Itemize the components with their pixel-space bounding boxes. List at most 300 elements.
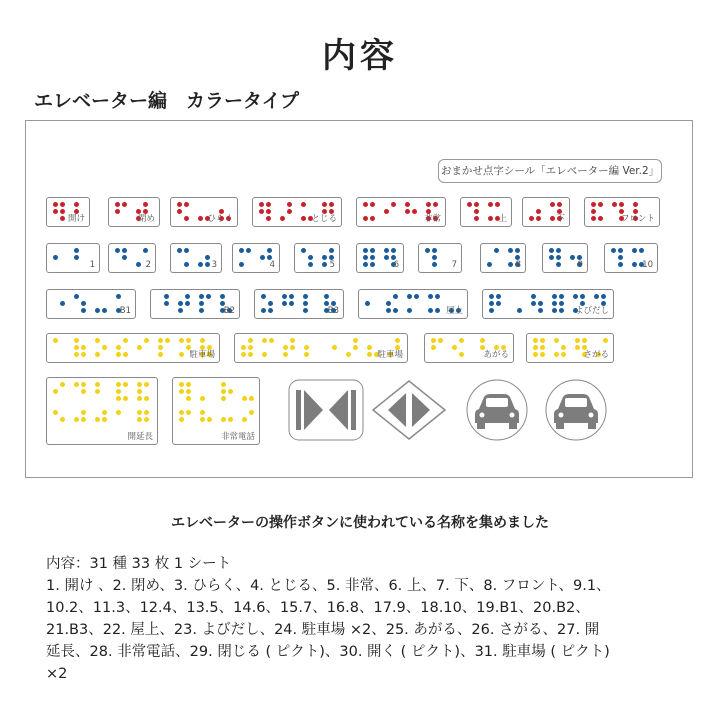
braille-dot (290, 338, 295, 343)
braille-dot (556, 248, 561, 253)
braille-dot (248, 345, 253, 350)
braille-dot (346, 352, 351, 357)
braille-sticker (170, 197, 238, 227)
braille-dot (158, 338, 163, 343)
braille-dot (95, 389, 100, 394)
braille-dot (393, 308, 398, 313)
braille-sticker (46, 197, 90, 227)
braille-dot (554, 352, 559, 357)
braille-dot (639, 248, 644, 253)
braille-dot (198, 262, 203, 267)
braille-dot (435, 294, 440, 299)
page-title: 内容 (322, 36, 398, 76)
braille-dot (322, 255, 327, 260)
open-doors-icon (371, 379, 447, 441)
sticker-sheet (25, 120, 693, 478)
braille-dot (573, 294, 578, 299)
braille-dot (618, 255, 623, 260)
braille-dot (144, 396, 149, 401)
braille-dot (248, 338, 253, 343)
braille-dot (438, 338, 443, 343)
sticker-label: 4 (269, 260, 275, 270)
braille-dot (262, 338, 267, 343)
braille-dot (60, 301, 65, 306)
sticker-label: 5 (329, 260, 335, 270)
braille-dot (261, 308, 266, 313)
braille-dot (283, 345, 288, 350)
braille-dot (601, 294, 606, 299)
braille-dot (184, 262, 189, 267)
braille-dot (496, 294, 501, 299)
braille-dot (412, 209, 417, 214)
braille-dot (301, 216, 306, 221)
braille-dot (540, 352, 545, 357)
braille-dot (301, 202, 306, 207)
braille-dot (467, 202, 472, 207)
braille-dot (228, 417, 233, 422)
braille-dot (116, 396, 121, 401)
braille-dot (136, 262, 141, 267)
braille-dot (81, 352, 86, 357)
braille-dot (60, 216, 65, 221)
braille-dot (363, 255, 368, 260)
braille-dot (248, 352, 253, 357)
braille-dot (186, 382, 191, 387)
braille-dot (301, 248, 306, 253)
braille-dot (60, 209, 65, 214)
braille-dot (559, 308, 564, 313)
braille-dot (268, 301, 273, 306)
braille-dot (95, 417, 100, 422)
braille-dot (144, 338, 149, 343)
braille-dot (426, 202, 431, 207)
braille-dot (261, 294, 266, 299)
braille-dot (489, 301, 494, 306)
braille-dot (186, 338, 191, 343)
sticker-label: さがる (583, 350, 609, 360)
sticker-label: B1 (119, 306, 131, 316)
braille-dot (239, 262, 244, 267)
braille-dot (102, 417, 107, 422)
braille-sticker (482, 289, 614, 319)
braille-dot (618, 262, 623, 267)
braille-dot (137, 389, 142, 394)
braille-dot (303, 294, 308, 299)
braille-dot (115, 248, 120, 253)
braille-dot (612, 202, 617, 207)
braille-dot (405, 209, 410, 214)
braille-dot (122, 202, 127, 207)
braille-dot (303, 308, 308, 313)
braille-dot (185, 301, 190, 306)
braille-dot (494, 248, 499, 253)
braille-dot (329, 202, 334, 207)
braille-dot (591, 209, 596, 214)
braille-dot (540, 345, 545, 350)
braille-dot (529, 216, 534, 221)
braille-dot (81, 301, 86, 306)
braille-dot (283, 352, 288, 357)
braille-dot (177, 248, 182, 253)
braille-dot (95, 352, 100, 357)
braille-dot (531, 301, 536, 306)
braille-dot (123, 382, 128, 387)
braille-sticker (418, 243, 462, 273)
braille-dot (259, 202, 264, 207)
braille-dot (81, 382, 86, 387)
braille-sticker (46, 333, 220, 363)
braille-dot (53, 338, 58, 343)
braille-dot (488, 216, 493, 221)
sticker-label: 駐車場 (189, 350, 215, 360)
braille-dot (282, 301, 287, 306)
braille-dot (184, 202, 189, 207)
braille-dot (414, 294, 419, 299)
braille-dot (538, 301, 543, 306)
braille-dot (198, 216, 203, 221)
braille-dot (632, 248, 637, 253)
sticker-label: 屋上 (445, 306, 463, 316)
braille-dot (517, 308, 522, 313)
braille-dot (322, 202, 327, 207)
braille-dot (329, 248, 334, 253)
braille-dot (407, 308, 412, 313)
braille-dot (53, 209, 58, 214)
braille-dot (74, 345, 79, 350)
contents-text (46, 553, 686, 685)
braille-dot (536, 216, 541, 221)
braille-dot (367, 352, 372, 357)
braille-dot (487, 262, 492, 267)
braille-dot (179, 410, 184, 415)
braille-dot (432, 262, 437, 267)
braille-dot (280, 216, 285, 221)
sticker-label: よびだし (574, 306, 609, 316)
braille-dot (221, 417, 226, 422)
braille-dot (178, 301, 183, 306)
braille-dot (370, 202, 375, 207)
braille-dot (74, 255, 79, 260)
braille-dot (269, 338, 274, 343)
braille-sticker (356, 243, 404, 273)
braille-dot (556, 255, 561, 260)
braille-dot (324, 294, 329, 299)
braille-dot (60, 417, 65, 422)
braille-dot (561, 345, 566, 350)
braille-dot (304, 352, 309, 357)
braille-dot (74, 382, 79, 387)
braille-dot (474, 216, 479, 221)
braille-dot (322, 262, 327, 267)
braille-dot (287, 202, 292, 207)
braille-dot (459, 352, 464, 357)
braille-dot (332, 345, 337, 350)
braille-dot (221, 382, 226, 387)
braille-dot (554, 338, 559, 343)
braille-dot (102, 308, 107, 313)
braille-dot (384, 248, 389, 253)
contents-line: 1. 開け 、2. 閉め、3. ひらく、4. とじる、5. 非常、6. 上、7. 下、8. フロント、9.1、 (46, 578, 611, 594)
braille-dot (266, 216, 271, 221)
braille-dot (179, 382, 184, 387)
close-doors-icon (288, 379, 364, 441)
braille-dot (122, 255, 127, 260)
braille-dot (53, 202, 58, 207)
braille-dot (200, 396, 205, 401)
contents-line: 延長、28. 非常電話、29. 閉じる ( ピクト)、30. 開く ( ピクト)、31. 駐車場 ( ピクト) (46, 644, 610, 660)
braille-dot (266, 202, 271, 207)
braille-dot (95, 308, 100, 313)
braille-dot (290, 345, 295, 350)
braille-sticker (542, 243, 588, 273)
braille-dot (95, 338, 100, 343)
sticker-label: 7 (451, 260, 457, 270)
description-caption: エレベーターの操作ボタンに使われている名称を集めました (171, 515, 549, 531)
braille-dot (207, 417, 212, 422)
braille-dot (74, 352, 79, 357)
braille-dot (582, 338, 587, 343)
braille-dot (186, 389, 191, 394)
braille-dot (74, 338, 79, 343)
braille-sticker (150, 289, 240, 319)
braille-dot (282, 294, 287, 299)
braille-dot (60, 202, 65, 207)
braille-dot (144, 382, 149, 387)
braille-dot (289, 294, 294, 299)
sheet-label: おまかせ点字シール「エレベーター編 Ver.2」 (438, 159, 662, 183)
braille-dot (435, 308, 440, 313)
braille-dot (552, 301, 557, 306)
braille-dot (405, 202, 410, 207)
braille-dot (386, 308, 391, 313)
braille-dot (611, 248, 616, 253)
braille-dot (367, 345, 372, 350)
braille-sticker (252, 197, 342, 227)
sticker-label: とじる (311, 214, 337, 224)
braille-dot (116, 345, 121, 350)
braille-dot (370, 262, 375, 267)
braille-dot (591, 216, 596, 221)
braille-sticker (232, 243, 280, 273)
braille-dot (81, 345, 86, 350)
sticker-label: 8 (515, 260, 521, 270)
braille-dot (489, 308, 494, 313)
braille-dot (452, 345, 457, 350)
braille-dot (384, 255, 389, 260)
braille-dot (425, 248, 430, 253)
braille-dot (431, 338, 436, 343)
braille-dot (488, 202, 493, 207)
braille-dot (508, 262, 513, 267)
braille-dot (239, 248, 244, 253)
braille-sticker (294, 243, 340, 273)
braille-dot (220, 294, 225, 299)
braille-dot (177, 209, 182, 214)
braille-dot (370, 216, 375, 221)
braille-dot (594, 294, 599, 299)
braille-dot (186, 410, 191, 415)
braille-dot (363, 202, 368, 207)
braille-dot (540, 338, 545, 343)
braille-dot (137, 345, 142, 350)
braille-dot (242, 396, 247, 401)
braille-dot (557, 202, 562, 207)
braille-dot (353, 338, 358, 343)
sticker-label: 9 (577, 260, 583, 270)
braille-dot (186, 396, 191, 401)
braille-dot (122, 248, 127, 253)
braille-dot (200, 338, 205, 343)
braille-dot (179, 338, 184, 343)
car-icon (459, 379, 535, 441)
braille-dot (603, 338, 608, 343)
braille-dot (81, 389, 86, 394)
braille-dot (303, 301, 308, 306)
braille-sticker (46, 289, 136, 319)
braille-dot (508, 248, 513, 253)
braille-dot (370, 248, 375, 253)
sticker-label: 閉め (137, 214, 155, 224)
braille-dot (179, 352, 184, 357)
sticker-label: ひらく (207, 214, 233, 224)
braille-dot (268, 308, 273, 313)
braille-dot (53, 410, 58, 415)
sticker-label: 3 (211, 260, 217, 270)
braille-dot (241, 352, 246, 357)
braille-dot (165, 338, 170, 343)
section-subtitle: エレベーター編 カラータイプ (34, 90, 300, 112)
braille-sticker (356, 197, 446, 227)
braille-dot (116, 389, 121, 394)
braille-dot (533, 352, 538, 357)
braille-dot (60, 382, 65, 387)
braille-dot (633, 202, 638, 207)
braille-dot (260, 255, 265, 260)
braille-sticker (584, 197, 660, 227)
braille-dot (81, 417, 86, 422)
braille-dot (570, 255, 575, 260)
braille-dot (102, 410, 107, 415)
braille-dot (116, 294, 121, 299)
braille-dot (363, 262, 368, 267)
sticker-label: 6 (393, 260, 399, 270)
braille-dot (267, 248, 272, 253)
braille-dot (158, 345, 163, 350)
braille-dot (249, 396, 254, 401)
braille-dot (259, 209, 264, 214)
sticker-label: 2 (145, 260, 151, 270)
contents-line: 10.2、11.3、12.4、13.5、14.6、15.7、16.8、17.9、18.10、19.B1、20.B2、 (46, 600, 590, 616)
braille-dot (556, 262, 561, 267)
braille-dot (431, 345, 436, 350)
braille-dot (552, 294, 557, 299)
braille-dot (102, 345, 107, 350)
braille-sticker (170, 243, 222, 273)
braille-dot (391, 248, 396, 253)
braille-dot (591, 202, 596, 207)
braille-dot (74, 417, 79, 422)
sticker-label: 上 (498, 214, 507, 224)
braille-dot (137, 382, 142, 387)
braille-dot (137, 417, 142, 422)
contents-line: 内容：31 種 33 枚 1 シート (46, 556, 232, 572)
braille-dot (598, 202, 603, 207)
braille-dot (287, 209, 292, 214)
braille-sticker (46, 243, 100, 273)
braille-dot (495, 202, 500, 207)
braille-dot (115, 202, 120, 207)
braille-sticker (234, 333, 408, 363)
braille-dot (561, 352, 566, 357)
sticker-label: あがる (483, 350, 509, 360)
braille-dot (81, 410, 86, 415)
braille-dot (384, 209, 389, 214)
braille-dot (185, 294, 190, 299)
braille-sticker (526, 333, 614, 363)
braille-dot (74, 202, 79, 207)
braille-dot (116, 410, 121, 415)
braille-dot (407, 294, 412, 299)
braille-dot (53, 389, 58, 394)
braille-dot (164, 301, 169, 306)
braille-dot (179, 417, 184, 422)
braille-dot (206, 294, 211, 299)
sticker-label: B3 (327, 306, 339, 316)
braille-dot (433, 202, 438, 207)
braille-dot (549, 248, 554, 253)
braille-dot (559, 301, 564, 306)
braille-dot (459, 338, 464, 343)
braille-dot (123, 338, 128, 343)
braille-dot (81, 308, 86, 313)
contents-line: 21.B3、22. 屋上、23. よびだし、24. 駐車場 ×2、25. あがる、26. さがる、27. 開 (46, 622, 600, 638)
braille-dot (177, 202, 182, 207)
braille-dot (262, 352, 267, 357)
braille-dot (549, 255, 554, 260)
braille-sticker (108, 243, 156, 273)
braille-dot (480, 338, 485, 343)
contents-line: ×2 (46, 666, 68, 682)
braille-dot (536, 209, 541, 214)
braille-sticker (46, 377, 158, 445)
braille-dot (221, 389, 226, 394)
braille-dot (550, 202, 555, 207)
braille-dot (353, 345, 358, 350)
braille-dot (144, 417, 149, 422)
braille-dot (178, 308, 183, 313)
braille-sticker (172, 377, 260, 445)
braille-dot (618, 248, 623, 253)
braille-dot (179, 389, 184, 394)
braille-dot (632, 262, 637, 267)
braille-dot (619, 202, 624, 207)
braille-dot (538, 308, 543, 313)
sticker-label: 開延長 (127, 432, 153, 442)
braille-sticker (522, 197, 570, 227)
braille-dot (184, 216, 189, 221)
braille-sticker (424, 333, 514, 363)
braille-dot (552, 308, 557, 313)
sticker-label: 非常 (423, 214, 441, 224)
braille-dot (363, 216, 368, 221)
braille-dot (249, 410, 254, 415)
braille-dot (199, 308, 204, 313)
braille-dot (393, 294, 398, 299)
braille-dot (308, 255, 313, 260)
braille-dot (308, 262, 313, 267)
braille-dot (164, 294, 169, 299)
braille-dot (137, 410, 142, 415)
